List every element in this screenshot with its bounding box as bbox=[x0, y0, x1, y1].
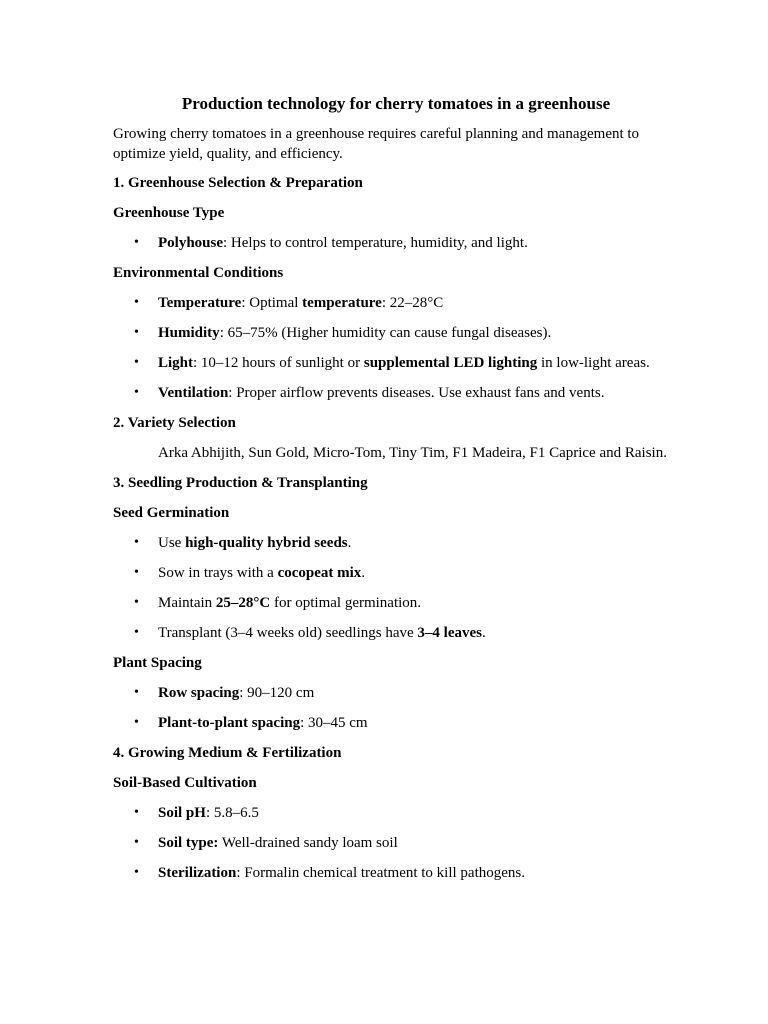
bullet-item bbox=[113, 353, 673, 373]
section-heading: 4. Growing Medium & Fertilization bbox=[113, 745, 342, 761]
document-title: Production technology for cherry tomatoes in a greenhouse bbox=[181, 94, 611, 113]
bullet-icon: • bbox=[134, 715, 139, 730]
bullet-item bbox=[113, 563, 673, 583]
bold-run: Light bbox=[158, 355, 194, 371]
text-run: : 30–45 cm bbox=[300, 715, 368, 731]
section-heading: 2. Variety Selection bbox=[113, 415, 236, 431]
text-run: : 22–28°C bbox=[381, 295, 444, 311]
bullet-icon: • bbox=[134, 835, 139, 850]
bold-run: supplemental LED lighting bbox=[363, 355, 538, 371]
bold-run: Polyhouse bbox=[158, 235, 224, 251]
bullet-icon: • bbox=[134, 325, 139, 340]
bullet-item bbox=[113, 833, 673, 853]
subsection-heading: Environmental Conditions bbox=[113, 265, 284, 281]
text-run: in low-light areas. bbox=[537, 355, 650, 371]
bullet-item bbox=[113, 683, 673, 703]
text-run: Maintain bbox=[158, 595, 216, 611]
section-text: Arka Abhijith, Sun Gold, Micro-Tom, Tiny Tim, F1 Madeira, F1 Caprice and Raisin. bbox=[158, 445, 667, 461]
bullet-list bbox=[113, 233, 673, 253]
text-run: : 90–120 cm bbox=[239, 685, 315, 701]
bold-run: temperature bbox=[302, 295, 382, 311]
subsection-heading: Greenhouse Type bbox=[113, 205, 225, 221]
text-run: : 5.8–6.5 bbox=[205, 805, 259, 821]
text-run: : 10–12 hours of sunlight or bbox=[193, 355, 364, 371]
bullet-icon: • bbox=[134, 805, 139, 820]
bullet-item bbox=[113, 233, 673, 253]
bullet-icon: • bbox=[134, 565, 139, 580]
bullet-icon: • bbox=[134, 685, 139, 700]
bold-run: Soil type: bbox=[158, 835, 219, 851]
document-body bbox=[113, 173, 673, 883]
subsection-heading: Soil-Based Cultivation bbox=[113, 775, 257, 791]
text-run: . bbox=[361, 565, 366, 581]
text-run: : Optimal bbox=[241, 295, 303, 311]
bullet-item bbox=[113, 803, 673, 823]
bullet-icon: • bbox=[134, 535, 139, 550]
bullet-item bbox=[113, 323, 673, 343]
subsection-heading: Plant Spacing bbox=[113, 655, 202, 671]
bold-run: cocopeat mix bbox=[277, 565, 362, 581]
bullet-icon: • bbox=[134, 865, 139, 880]
text-run: : Helps to control temperature, humidity, and light. bbox=[223, 235, 528, 251]
bullet-list bbox=[113, 293, 673, 403]
bullet-icon: • bbox=[134, 235, 139, 250]
bold-run: Temperature bbox=[158, 295, 242, 311]
text-run: Transplant (3–4 weeks old) seedlings have bbox=[158, 625, 418, 641]
text-run: . bbox=[347, 535, 352, 551]
bullet-item bbox=[113, 533, 673, 553]
text-run: : Proper airflow prevents diseases. Use exhaust fans and vents. bbox=[228, 385, 605, 401]
bullet-item bbox=[113, 623, 673, 643]
bullet-list bbox=[113, 803, 673, 883]
bullet-item bbox=[113, 863, 673, 883]
bold-run: Row spacing bbox=[158, 685, 240, 701]
text-run: Well-drained sandy loam soil bbox=[218, 835, 398, 851]
section-heading: 3. Seedling Production & Transplanting bbox=[113, 475, 368, 491]
bullet-item bbox=[113, 293, 673, 313]
document-page bbox=[113, 92, 673, 893]
bullet-icon: • bbox=[134, 355, 139, 370]
bold-run: Soil pH bbox=[158, 805, 206, 821]
text-run: Use bbox=[158, 535, 186, 551]
bullet-list bbox=[113, 683, 673, 733]
bold-run: Plant-to-plant spacing bbox=[158, 715, 301, 731]
bold-run: 3–4 leaves bbox=[417, 625, 482, 641]
text-run: for optimal germination. bbox=[270, 595, 422, 611]
text-run: : Formalin chemical treatment to kill pathogens. bbox=[236, 865, 526, 881]
bullet-icon: • bbox=[134, 625, 139, 640]
bullet-icon: • bbox=[134, 385, 139, 400]
bold-run: Ventilation bbox=[158, 385, 229, 401]
intro-paragraph: Growing cherry tomatoes in a greenhouse requires careful planning and management to optimize yield, quality, and efficiency. bbox=[113, 126, 640, 162]
text-run: : 65–75% (Higher humidity can cause fungal diseases). bbox=[219, 325, 552, 341]
bullet-item bbox=[113, 383, 673, 403]
bold-run: high-quality hybrid seeds bbox=[185, 535, 348, 551]
bullet-item bbox=[113, 713, 673, 733]
bold-run: 25–28°C bbox=[215, 595, 271, 611]
subsection-heading: Seed Germination bbox=[113, 505, 230, 521]
text-run: Sow in trays with a bbox=[158, 565, 278, 581]
text-run: . bbox=[481, 625, 486, 641]
bold-run: Sterilization bbox=[158, 865, 237, 881]
bold-run: Humidity bbox=[158, 325, 220, 341]
bullet-list bbox=[113, 533, 673, 643]
section-heading: 1. Greenhouse Selection & Preparation bbox=[113, 175, 363, 191]
bullet-item bbox=[113, 593, 673, 613]
bullet-icon: • bbox=[134, 295, 139, 310]
bullet-icon: • bbox=[134, 595, 139, 610]
